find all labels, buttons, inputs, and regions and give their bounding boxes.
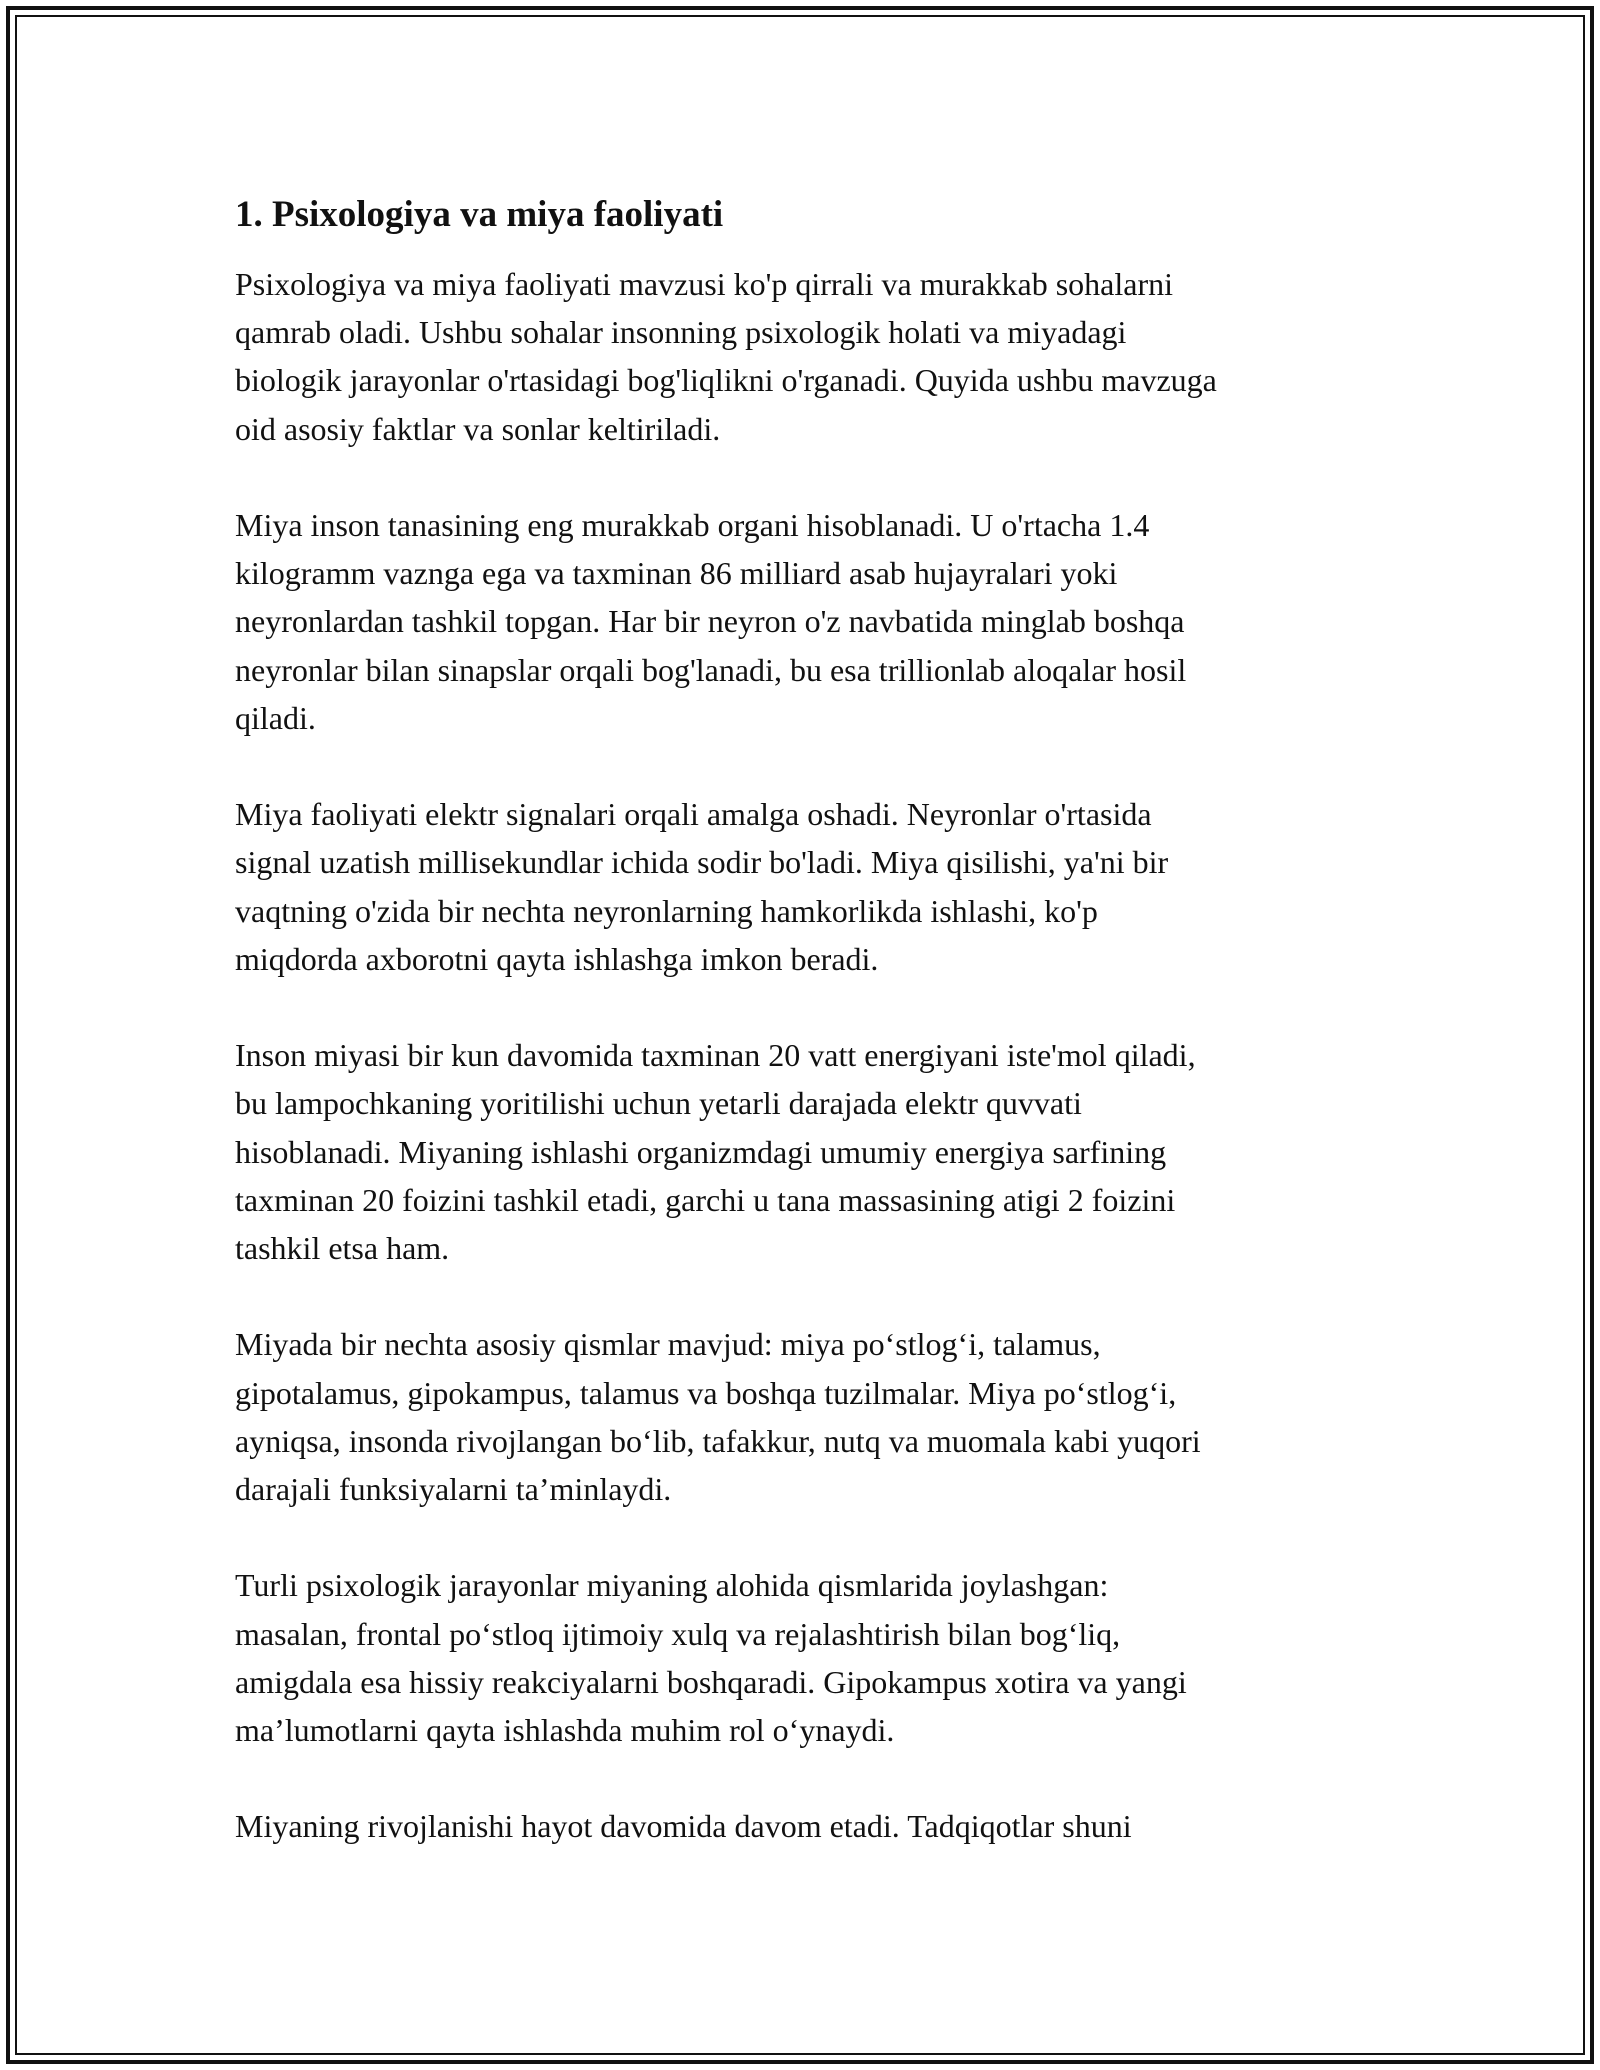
text-line: Miyaning rivojlanishi hayot davomida davom etadi. Tadqiqotlar shuni — [235, 1808, 1132, 1845]
text-line: Miya faoliyati elektr signalari orqali amalga oshadi. Neyronlar o'rtasida — [235, 796, 1152, 833]
text-line: oid asosiy faktlar va sonlar keltiriladi. — [235, 410, 721, 447]
text-line: vaqtning o'zida bir nechta neyronlarning hamkorlikda ishlashi, ko'p — [235, 892, 1098, 929]
text-line: Miya inson tanasining eng murakkab organi hisoblanadi. U o'rtacha 1.4 — [235, 507, 1150, 543]
paragraph-electrical-signals — [235, 790, 1385, 983]
text-line: taxminan 20 foizini tashkil etadi, garchi u tana massasining atigi 2 foizini — [235, 1181, 1176, 1218]
text-line: Psixologiya va miya faoliyati mavzusi ko'p qirrali va murakkab sohalarni — [235, 266, 1173, 302]
text-line: Turli psixologik jarayonlar miyaning alohida qismlarida joylashgan: — [235, 1567, 1109, 1604]
text-line: ayniqsa, insonda rivojlangan bo‘lib, tafakkur, nutq va muomala kabi yuqori — [235, 1422, 1201, 1459]
text-line: darajali funksiyalarni ta’minlaydi. — [235, 1471, 672, 1508]
text-line: qiladi. — [235, 699, 316, 736]
paragraph-brain-development — [235, 1802, 1385, 1850]
text-line: signal uzatish millisekundlar ichida sodir bo'ladi. Miya qisilishi, ya'ni bir — [235, 844, 1169, 881]
paragraph-intro — [235, 260, 1385, 453]
text-line: neyronlardan tashkil topgan. Har bir neyron o'z navbatida minglab boshqa — [235, 603, 1185, 640]
text-line: tashkil etsa ham. — [235, 1230, 450, 1267]
text-line: Inson miyasi bir kun davomida taxminan 20 vatt energiyani iste'mol qiladi, — [235, 1037, 1196, 1074]
text-line: qamrab oladi. Ushbu sohalar insonning psixologik holati va miyadagi — [235, 314, 1127, 351]
paragraph-brain-structure — [235, 501, 1385, 742]
paragraph-energy-use — [235, 1031, 1385, 1272]
section-heading: 1. Psixologiya va miya faoliyati — [235, 194, 724, 235]
text-line: bu lampochkaning yoritilishi uchun yetarli darajada elektr quvvati — [235, 1085, 1082, 1122]
text-line: hisoblanadi. Miyaning ishlashi organizmdagi umumiy energiya sarfining — [235, 1133, 1167, 1170]
text-line: gipotalamus, gipokampus, talamus va boshqa tuzilmalar. Miya po‘stlog‘i, — [235, 1374, 1177, 1411]
text-line: masalan, frontal po‘stloq ijtimoiy xulq va rejalashtirish bilan bog‘liq, — [235, 1615, 1121, 1652]
paragraph-psychological-processes — [235, 1561, 1385, 1754]
text-line: kilogramm vaznga ega va taxminan 86 milliard asab hujayralari yoki — [235, 555, 1118, 592]
text-line: ma’lumotlarni qayta ishlashda muhim rol o‘ynaydi. — [235, 1712, 895, 1749]
text-line: biologik jarayonlar o'rtasidagi bog'liqlikni o'rganadi. Quyida ushbu mavzuga — [235, 362, 1217, 399]
text-line: miqdorda axborotni qayta ishlashga imkon beradi. — [235, 940, 879, 977]
text-line: neyronlar bilan sinapslar orqali bog'lanadi, bu esa trillionlab aloqalar hosil — [235, 651, 1187, 688]
text-line: Miyada bir nechta asosiy qismlar mavjud: miya po‘stlog‘i, talamus, — [235, 1326, 1101, 1363]
document-body — [235, 190, 1385, 1899]
paragraph-brain-parts — [235, 1320, 1385, 1513]
text-line: amigdala esa hissiy reakciyalarni boshqaradi. Gipokampus xotira va yangi — [235, 1663, 1187, 1700]
